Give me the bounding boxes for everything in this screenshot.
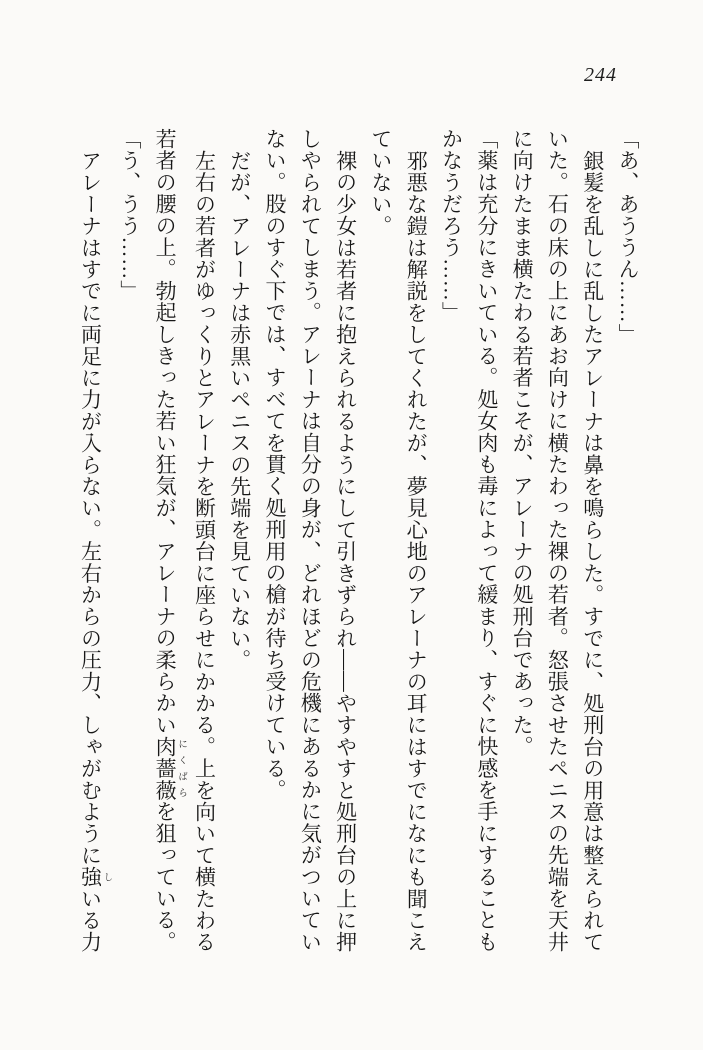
text-line: いた。石の床の上にあお向けに横たわった裸の若者。怒張させたペニスの先端を天井 [545, 128, 570, 953]
text-line: に向けたまま横たわる若者こそが、アレーナの処刑台であった。 [510, 128, 535, 758]
text-line: 裸の少女は若者に抱えられるようにして引きずられ――やすやすと処刑台の上に押 [333, 149, 358, 953]
text-line: 「う、うう……」 [117, 128, 142, 302]
text-line: アレーナはすでに両足に力が入らない。左右からの圧力、しゃがむように強 しいる力 [78, 149, 112, 953]
text-line: 左右の若者がゆっくりとアレーナを断頭台に座らせにかかる。上を向いて横たわる [192, 149, 217, 953]
text-line: 「薬は充分にきいている。処女肉も毒によって緩まり、すぐに快感を手にすることも [474, 128, 499, 953]
text-line: だが、アレーナは赤黒いペニスの先端を見ていない。 [227, 149, 252, 671]
text-line: 「あ、あううん……」 [616, 128, 640, 345]
vertical-text-block [72, 128, 645, 958]
text-line: かなうだろう……」 [439, 128, 464, 324]
text-line: ない。股のすぐ下では、すべてを貫く処刑用の槍が待ち受けている。 [263, 128, 288, 801]
furigana-annotated-text: 強 し [78, 865, 112, 888]
text-line: 銀髪を乱しに乱したアレーナは鼻を鳴らした。すでに、処刑台の用意は整えられて [580, 149, 605, 953]
text-line: 邪悪な鎧は解説をしてくれたが、夢見心地のアレーナの耳にはすでになにも聞こえ [404, 149, 429, 953]
text-line: ていない。 [368, 128, 393, 237]
page-number: 244 [584, 64, 617, 86]
text-line: 若者の腰の上。勃起しきった若い狂気が、アレーナの柔らかい肉薔薇 にくばらを狙っている。 [153, 128, 187, 953]
furigana-annotated-text: 肉薔薇 にくばら [153, 735, 187, 801]
text-line: しやられてしまう。アレーナは自分の身が、どれほどの危機にあるかに気がついてい [298, 128, 323, 953]
